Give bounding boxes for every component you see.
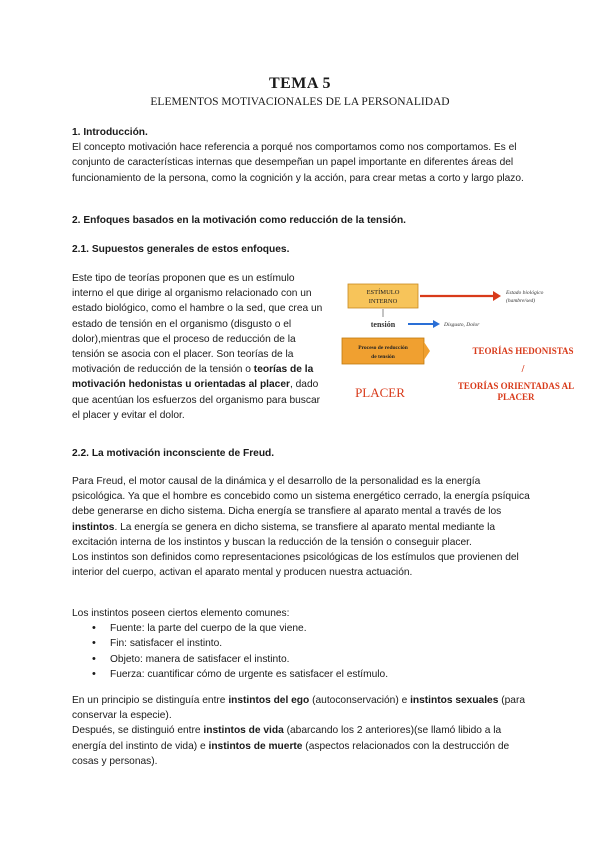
section-freud-types: [72, 693, 532, 769]
hedonistas-label: TEORÍAS HEDONISTAS: [472, 346, 574, 356]
section-supuestos-body: [72, 271, 324, 423]
stimulus-label-1: ESTÍMULO: [366, 289, 400, 296]
bold-term: teorías de la motivación hedonistas u orientadas al placer: [72, 364, 314, 391]
state-label-1: Estado biológico: [506, 290, 544, 296]
text: Después, se distinguió entre: [72, 725, 204, 737]
reduction-label-1: Proceso de reducción: [358, 345, 408, 351]
paragraph-common-elements: Los instintos poseen ciertos elemento comunes:: [72, 608, 290, 619]
list-item: • Fuerza: cuantificar cómo de urgente es satisfacer el estímulo.: [72, 667, 532, 682]
reduction-arrow-icon: [424, 342, 430, 360]
bold-term: instintos: [72, 521, 115, 533]
state-label-2: (hambre/sed): [506, 298, 536, 304]
paragraph-vida-muerte: [72, 723, 532, 769]
text: En un principio se distinguía entre: [72, 695, 229, 706]
bold-term: instintos del ego: [228, 695, 310, 706]
paragraph: Este tipo de teorías proponen que es un estímulo interno el que dirige al organismo relacionado con un estado biológico, como el hambre o la sed, que crea un estado de tensión en el organismo (disgusto o el dolor),mientras que el proceso de reducción de la tensión se asocia con el placer. Son teorías de la motivación de reducción de la tensión o: [72, 273, 323, 376]
section-supuestos-heading: [72, 242, 532, 257]
page-title: TEMA 5: [268, 75, 332, 92]
arrowhead-blue-icon: [433, 320, 440, 328]
subsection-heading: 2.2. La motivación inconsciente de Freud.: [72, 448, 275, 459]
subsection-heading: 2.1. Supuestos generales de estos enfoques.: [72, 244, 290, 255]
list-item: • Objeto: manera de satisfacer el instinto.: [72, 652, 532, 667]
list-item: • Fin: satisfacer el instinto.: [72, 636, 532, 651]
orientadas-label-2: PLACER: [497, 392, 535, 402]
text: (aspectos relacionados con la destrucción de cosas y personas).: [72, 740, 510, 767]
page-subtitle: ELEMENTOS MOTIVACIONALES DE LA PERSONALIDAD: [150, 96, 450, 108]
tension-label: tensión: [370, 320, 396, 329]
arrowhead-red-icon: [493, 291, 501, 301]
tension-reduction-diagram: [338, 276, 588, 416]
section-enfoques-heading: [72, 213, 552, 228]
elements-list: [72, 621, 532, 682]
paragraph-end: , dado que acentúan los esfuerzos del organismo para buscar el placer y evitar el dolor.: [72, 379, 321, 421]
placer-label: PLACER: [355, 385, 405, 400]
reduction-box: [342, 338, 424, 364]
section-freud-body: [72, 474, 532, 580]
paragraph: El concepto motivación hace referencia a porqué nos comportamos como nos comportamos. Es el conjunto de características internas que desempeñan un papel importante en diferentes áreas del funcionamiento de la persona, como la cognición y la acción, para crear metas a corto y largo plazo.: [72, 142, 524, 184]
slash-label: /: [521, 364, 525, 375]
stimulus-label-2: INTERNO: [368, 298, 398, 305]
section-introduccion: [72, 125, 532, 186]
text: Para Freud, el motor causal de la dinámica y el desarrollo de la personalidad es la energía psicológica. Ya que el hombre es concebido como un sistema energético cerrado, la energía psíquica debe generarse en dicho sistema. Dicha energía se transfiere al aparato mental a través de los: [72, 476, 530, 518]
paragraph-energy: [72, 474, 532, 550]
text: (abarcando los 2 anteriores)(se llamó libido a la energía del instinto de vida) e: [72, 725, 502, 752]
disgust-label: Disgusto, Dolor: [444, 322, 480, 328]
section-freud-elements: [72, 606, 532, 682]
text: (autoconservación) e: [309, 695, 411, 706]
paragraph-ego-sexual: [72, 693, 532, 723]
list-item: • Fuente: la parte del cuerpo de la que viene.: [72, 621, 532, 636]
text: . La energía se genera en dicho sistema, se transfiere al aparato mental mediante la excitación interna de los instintos y buscan la reducción de la tensión o conseguir placer.: [72, 521, 496, 548]
bold-term: instintos sexuales: [410, 695, 499, 706]
orientadas-label-1: TEORÍAS ORIENTADAS AL: [457, 381, 575, 391]
section-heading: 1. Introducción.: [72, 127, 148, 138]
bold-term: instintos de muerte: [208, 740, 303, 752]
section-heading: 2. Enfoques basados en la motivación como reducción de la tensión.: [72, 215, 406, 226]
paragraph-instincts-definition: Los instintos son definidos como representaciones psicológicas de los estímulos que provienen del interior del cuerpo, activan el aparato mental y producen nuestra actuación.: [72, 552, 519, 579]
text: (para conservar la especie).: [72, 695, 526, 722]
bold-term: instintos de vida: [203, 725, 284, 737]
reduction-label-2: de tensión: [371, 354, 395, 360]
section-freud-heading: [72, 446, 532, 461]
